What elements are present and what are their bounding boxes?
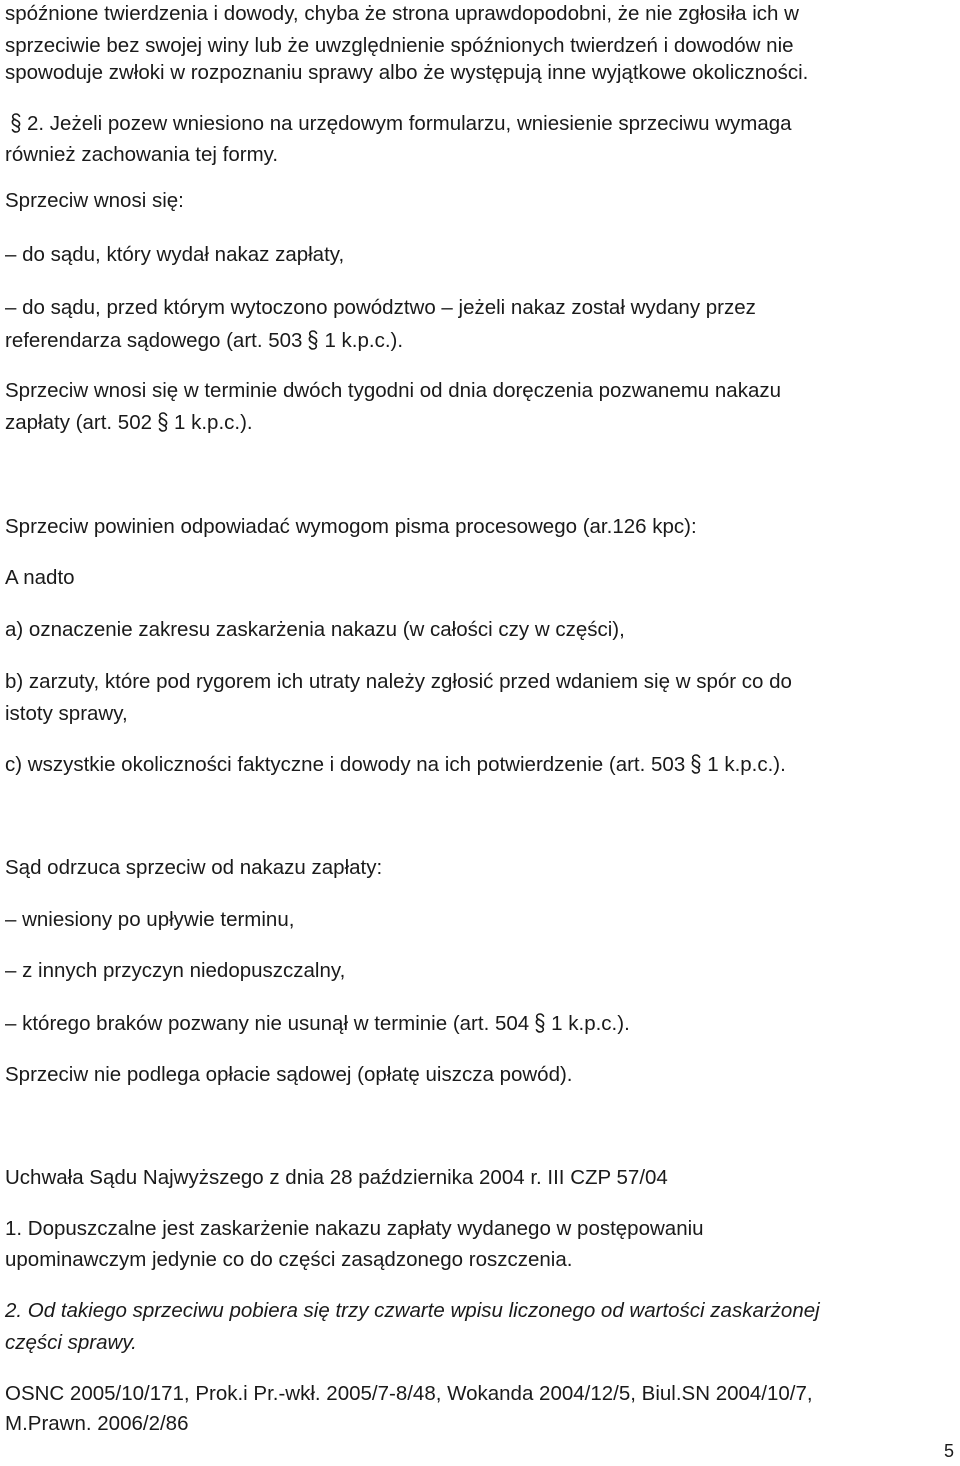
- text-line: OSNC 2005/10/171, Prok.i Pr.-wkł. 2005/7-8/48, Wokanda 2004/12/5, Biul.SN 2004/10/7,: [5, 1382, 813, 1405]
- text-line: A nadto: [5, 566, 75, 589]
- text-line: spowoduje zwłoki w rozpoznaniu sprawy albo że występują inne wyjątkowe okoliczności.: [5, 61, 809, 84]
- dash-item: – do sądu, który wydał nakaz zapłaty,: [5, 243, 345, 266]
- text-line: Sprzeciw powinien odpowiadać wymogom pisma procesowego (ar.126 kpc):: [5, 515, 697, 538]
- section-sign-icon: [534, 1013, 546, 1033]
- dash-item: – do sądu, przed którym wytoczono powództwo – jeżeli nakaz został wydany przez: [5, 296, 756, 319]
- text-line: upominawczym jedynie co do części zasądzonego roszczenia.: [5, 1248, 573, 1271]
- dash-item: – wniesiony po upływie terminu,: [5, 908, 295, 931]
- dash-item: – z innych przyczyn niedopuszczalny,: [5, 959, 346, 982]
- italic-line: 2. Od takiego sprzeciwu pobiera się trzy czwarte wpisu liczonego od wartości zaskarżonej: [5, 1299, 820, 1322]
- paragraph-line: 2. Jeżeli pozew wniesiono na urzędowym formularzu, wniesienie sprzeciwu wymaga: [5, 113, 792, 135]
- text-line: spóźnione twierdzenia i dowody, chyba że strona uprawdopodobni, że nie zgłosiła ich w: [5, 2, 799, 25]
- dash-item: – którego braków pozwany nie usunął w terminie (art. 504 1 k.p.c.).: [5, 1012, 630, 1035]
- text-line: Sprzeciw nie podlega opłacie sądowej (opłatę uiszcza powód).: [5, 1063, 573, 1086]
- list-item: a) oznaczenie zakresu zaskarżenia nakazu (w całości czy w części),: [5, 618, 625, 641]
- text-line: sprzeciwie bez swojej winy lub że uwzględnienie spóźnionych twierdzeń i dowodów nie: [5, 34, 794, 57]
- text-line: istoty sprawy,: [5, 702, 128, 725]
- section-sign-icon: [157, 412, 169, 432]
- list-item: b) zarzuty, które pod rygorem ich utraty należy zgłosić przed wdaniem się w spór co do: [5, 670, 792, 693]
- page-number: 5: [943, 1441, 954, 1461]
- section-sign-icon: [307, 330, 319, 350]
- text-line: Sąd odrzuca sprzeciw od nakazu zapłaty:: [5, 856, 383, 879]
- resolution-heading: Uchwała Sądu Najwyższego z dnia 28 października 2004 r. III CZP 57/04: [5, 1166, 668, 1189]
- section-sign-icon: [690, 754, 702, 774]
- italic-line: części sprawy.: [5, 1331, 137, 1354]
- list-item: c) wszystkie okoliczności faktyczne i dowody na ich potwierdzenie (art. 503 1 k.p.c.).: [5, 753, 786, 776]
- citation-line: zapłaty (art. 502 1 k.p.c.).: [5, 411, 253, 434]
- text-line: Sprzeciw wnosi się w terminie dwóch tygodni od dnia doręczenia pozwanemu nakazu: [5, 379, 781, 402]
- text-line: 1. Dopuszczalne jest zaskarżenie nakazu zapłaty wydanego w postępowaniu: [5, 1217, 704, 1240]
- text-line: również zachowania tej formy.: [5, 143, 279, 166]
- citation-line: referendarza sądowego (art. 503 1 k.p.c.).: [5, 329, 404, 352]
- text-line: M.Prawn. 2006/2/86: [5, 1412, 189, 1435]
- section-sign-icon: [10, 113, 22, 133]
- text-line: Sprzeciw wnosi się:: [5, 189, 184, 212]
